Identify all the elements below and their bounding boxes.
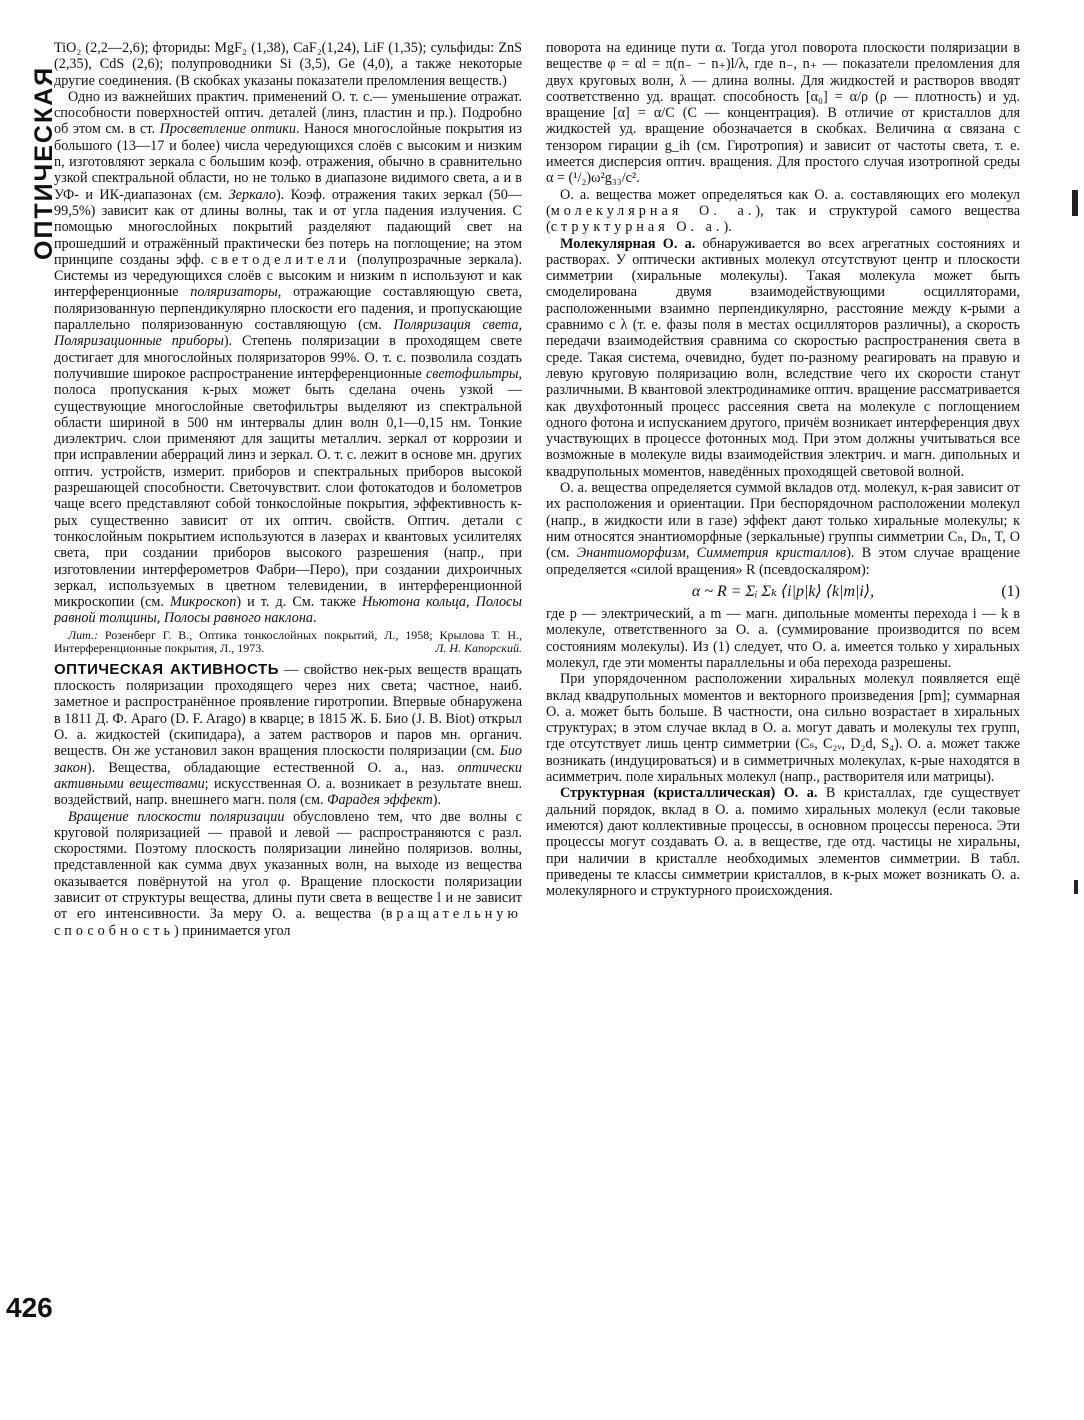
paragraph-rotation: Вращение плоскости поляризации обусловлено тем, что две волны с круговой поляризацией — правой и левой — распространяются с разл. скоростями. Поэтому плоскость поляризации линейно поляризов. волны, представленной как сумма двух указанных волн, на выходе из вещества оказывается повёрнутой на угол φ. Вращение плоскости поляризации зависит от структуры вещества, длины пути света в веществе l и не зависит от его интенсивности. За меру О. а. вещества (вращательную способность) принимается угол xyxy=(54,808,522,939)
paragraph-materials: TiO₂ (2,2—2,6); фториды: MgF₂ (1,38), CaF₂(1,24), LiF (1,35); сульфиды: ZnS (2,35), CdS (2,6); полупроводники Si (3,5), Ge (4,0), а также некоторые другие соединения. (В скобках указаны показатели преломления веществ.) xyxy=(54,40,522,89)
link-svetofiltry[interactable]: светофильтры xyxy=(425,365,519,382)
paragraph-structural: Структурная (кристаллическая) О. а. В кристаллах, где существует дальний порядок, вклад в О. а. помимо хиральных молекул (если таковые имеются) дают коллективные процессы, в основном процессы переноса. Эти процессы могут создавать О. а. в веществе, где отд. частицы не хиральны, при наличии в кристалле необходимых элементов симметрии. В табл. приведены те классы симметрии кристаллов, в к-рых может возникать О. а. молекулярного и структурного происхождения. xyxy=(546,785,1020,900)
paragraph-rotation-cont: поворота на единице пути α. Тогда угол поворота плоскости поляризации в веществе φ = αl = π(n₋ − n₊)l/λ, где n₋, n₊ — показатели преломления для двух круговых волн, λ — длина волны. Для жидкостей и растворов вводят соответственно уд. вращат. способность [α₀] = α/ρ (ρ — плотность) и уд. вращение [α] = α/C (C — концентрация). В отличие от кристаллов для жидкостей уд. вращение обозначается в скобках. Величина α связана с тензором гирации g_ih (см. Гиротропия) и зависит от частоты света, т. е. имеется дисперсия оптич. вращения. Для простого случая изотропной среды α = (¹/₂)ω²g₃₃/c². xyxy=(546,40,1020,187)
right-column xyxy=(546,40,1020,1330)
link-polarizatsiya[interactable]: Поляризация света, Поляризационные приборы xyxy=(54,317,522,350)
scan-edge-mark xyxy=(1072,190,1078,216)
running-head xyxy=(0,40,58,260)
running-head-text: ОПТИЧЕСКАЯ xyxy=(30,65,58,260)
scan-edge-mark-small xyxy=(1074,880,1078,894)
link-polarizatory[interactable]: поляризаторы xyxy=(190,284,278,301)
formula-1 xyxy=(546,584,1020,600)
link-mikroskop[interactable]: Микроскоп xyxy=(170,594,237,611)
article-heading: ОПТИЧЕСКАЯ АКТИВНОСТЬ xyxy=(54,660,279,678)
page-number: 426 xyxy=(6,1292,53,1323)
link-prosvetlenie[interactable]: Просветление оптики xyxy=(159,121,296,138)
paragraph-applications: Одно из важнейших практич. применений О. т. с.— уменьшение отражат. способности поверхностей оптич. деталей (линз, пластин и пр.). Подробно об этом см. в ст. Просветление оптики. Нанося многослойные покрытия из большого (13—17 и более) числа чередующихся слоёв с высоким и низким n, изготовляют зеркала с большим коэф. отражения, обычно в сравнительно узкой спектральной области, но не только в диапазоне видимого света, а и в УФ- и ИК-диапазонах (см. Зеркало). Коэф. отражения таких зеркал (50—99,5%) зависит как от длины волны, так и от угла падения излучения. С помощью многослойных покрытий разделяют падающий свет на прошедший и отражённый практически без потерь на поглощение; на этом принципе созданы эфф. светоделители (полупрозрачные зеркала). Системы из чередующихся слоёв с высоким и низким n используют и как интерференционные поляризаторы, отражающие составляющую света, поляризованную перпендикулярно плоскости его падения, и пропускающие параллельно поляризованную составляющую (см. Поляризация света, Поляризационные приборы). Степень поляризации в проходящем свете достигает для многослойных поляризаторов 99%. О. т. с. позволила создать получившие широкое распространение интерференционные светофильтры, полоса пропускания к-рых может быть сделана очень узкой — существующие многослойные светофильтры выделяют из спектральной области шириной в 500 нм интервалы длин волн 0,1—0,15 нм. Тонкие диэлектрич. слои применяют для защиты металлич. зеркал от коррозии и при исправлении аберраций линз и зеркал. О. т. с. лежит в основе мн. других оптич. устройств, измерит. приборов и спектральных приборов высокой разрешающей способности. Светочувствит. слои фотокатодов и болометров чаще всего представляют собой тонкослойные покрытия, эффективность к-рых существенно зависит от их оптич. свойств. Оптич. детали с тонкослойным покрытием используются в лазерах и квантовых усилителях света, при создании приборов высокого разрешения (напр., при изготовлении интерферометров Фабри—Перо), при создании дихроичных зеркал, используемых в цветном телевидении, в интерференционной микроскопии (см. Микроскоп) и т. д. См. также Ньютона кольца, Полосы равной толщины, Полосы равного наклона. xyxy=(54,88,522,627)
link-bio-zakon[interactable]: Био закон xyxy=(54,743,522,776)
article-author: Л. Н. Капорский. xyxy=(435,641,522,656)
link-zerkalo[interactable]: Зеркало xyxy=(228,186,276,203)
link-faradey[interactable]: Фарадея эффект xyxy=(327,792,433,809)
link-nyutona[interactable]: Ньютона кольца, Полосы равной толщины, Полосы равного наклона xyxy=(54,594,522,627)
formula-number: (1) xyxy=(1001,582,1020,600)
paragraph-molecular: Молекулярная О. а. обнаруживается во всех агрегатных состояниях и растворах. У оптически активных молекул отсутствуют центр и плоскости симметрии (хиральные молекулы). Такая молекула может быть смоделирована двумя взаимодействующими осцилляторами, расположенными взаимно перпендикулярно, расстояние между к-рыми a сравнимо с λ (т. е. фазы поля в местах осцилляторов различны), а скорость передачи взаимодействия сравнима со скоростью распространения света в среде. Такая система, очевидно, будет по-разному реагировать на правую и левую круговую поляризацию волн, вследствие чего их скорости станут различными. В квантовой электродинамике оптич. вращение рассматривается как двухфотонный процесс рассеяния света на молекуле с поглощением одного фотона и испусканием другого, причём возникает интерференция двух участвующих в процессе фотонных мод. При этом должны учитываться все возможные в молекуле виды взаимодействия электрич. и магн. дипольных и квадрупольных моментов, наведённых проходящей световой волной. xyxy=(546,235,1020,480)
formula-expression: α ~ R = Σᵢ Σₖ ⟨i|p|k⟩ ⟨k|m|i⟩, xyxy=(691,582,875,600)
left-column xyxy=(54,40,522,1330)
paragraph-ordered: При упорядоченном расположении хиральных молекул появляется ещё вклад квадрупольных моментов и векторного произведения [pm]; суммарная О. а. может быть больше. В частности, она сильно возрастает в хиральных структурах; в этом случае вклад в О. а. могут давать и молекулы тех групп, где отсутствует лишь центр симметрии (Cₛ, C₂ᵥ, D₂d, S₄). О. а. может также возникать (индуцироваться) и в симметричных молекулах, к-рые находятся в асимметрич. поле хиральных молекул (напр., растворителя или матрицы). xyxy=(546,671,1020,786)
literature: Лит.: Розенберг Г. В., Оптика тонкослойных покрытий, Л., 1958; Крылова Т. Н., Интерференционные покрытия, Л., 1973. Л. Н. Капорский. xyxy=(54,627,522,656)
article-optical-activity: ОПТИЧЕСКАЯ АКТИВНОСТЬ — свойство нек-рых веществ вращать плоскость поляризации проходящего через них света; частное, наиб. заметное и распространённое проявление гиротропии. Впервые обнаружена в 1811 Д. Ф. Араго (D. F. Arago) в кварце; в 1815 Ж. Б. Био (J. B. Biot) открыл О. а. жидкостей (скипидара), а затем растворов и паров мн. органич. веществ. Он же установил закон вращения плоскости поляризации (см. Био закон). Вещества, обладающие естественной О. а., наз. оптически активными веществами; искусственная О. а. возникает в результате внеш. воздействий, напр. внешнего магн. поля (см. Фарадея эффект). xyxy=(54,660,522,809)
link-enantiomorfizm[interactable]: Энантиоморфизм, Симметрия кристаллов xyxy=(576,545,847,562)
paragraph-dipole: где p — электрический, а m — магн. дипольные моменты перехода i — k в молекуле, ответственного за О. а. (суммирование производится по всем состояниям молекулы). Из (1) следует, что О. а. имеется только у хиральных молекул, где эти моменты параллельны и оба перехода разрешены. xyxy=(546,606,1020,671)
paragraph-types: О. а. вещества может определяться как О. а. составляющих его молекул (молекулярная О. а.), так и структурой самого вещества (структурная О. а.). xyxy=(546,186,1020,236)
paragraph-sum-contributions: О. а. вещества определяется суммой вкладов отд. молекул, к-рая зависит от их расположения и ориентации. При беспорядочном расположении молекул (напр., в жидкости или в газе) эффект дают только хиральные молекулы; к ним относятся энантиоморфные (зеркальные) группы симметрии Cₙ, Dₙ, T, O (см. Энантиоморфизм, Симметрия кристаллов). В этом случае вращение определяется «силой вращения» R (псевдоскаляром): xyxy=(546,480,1020,578)
